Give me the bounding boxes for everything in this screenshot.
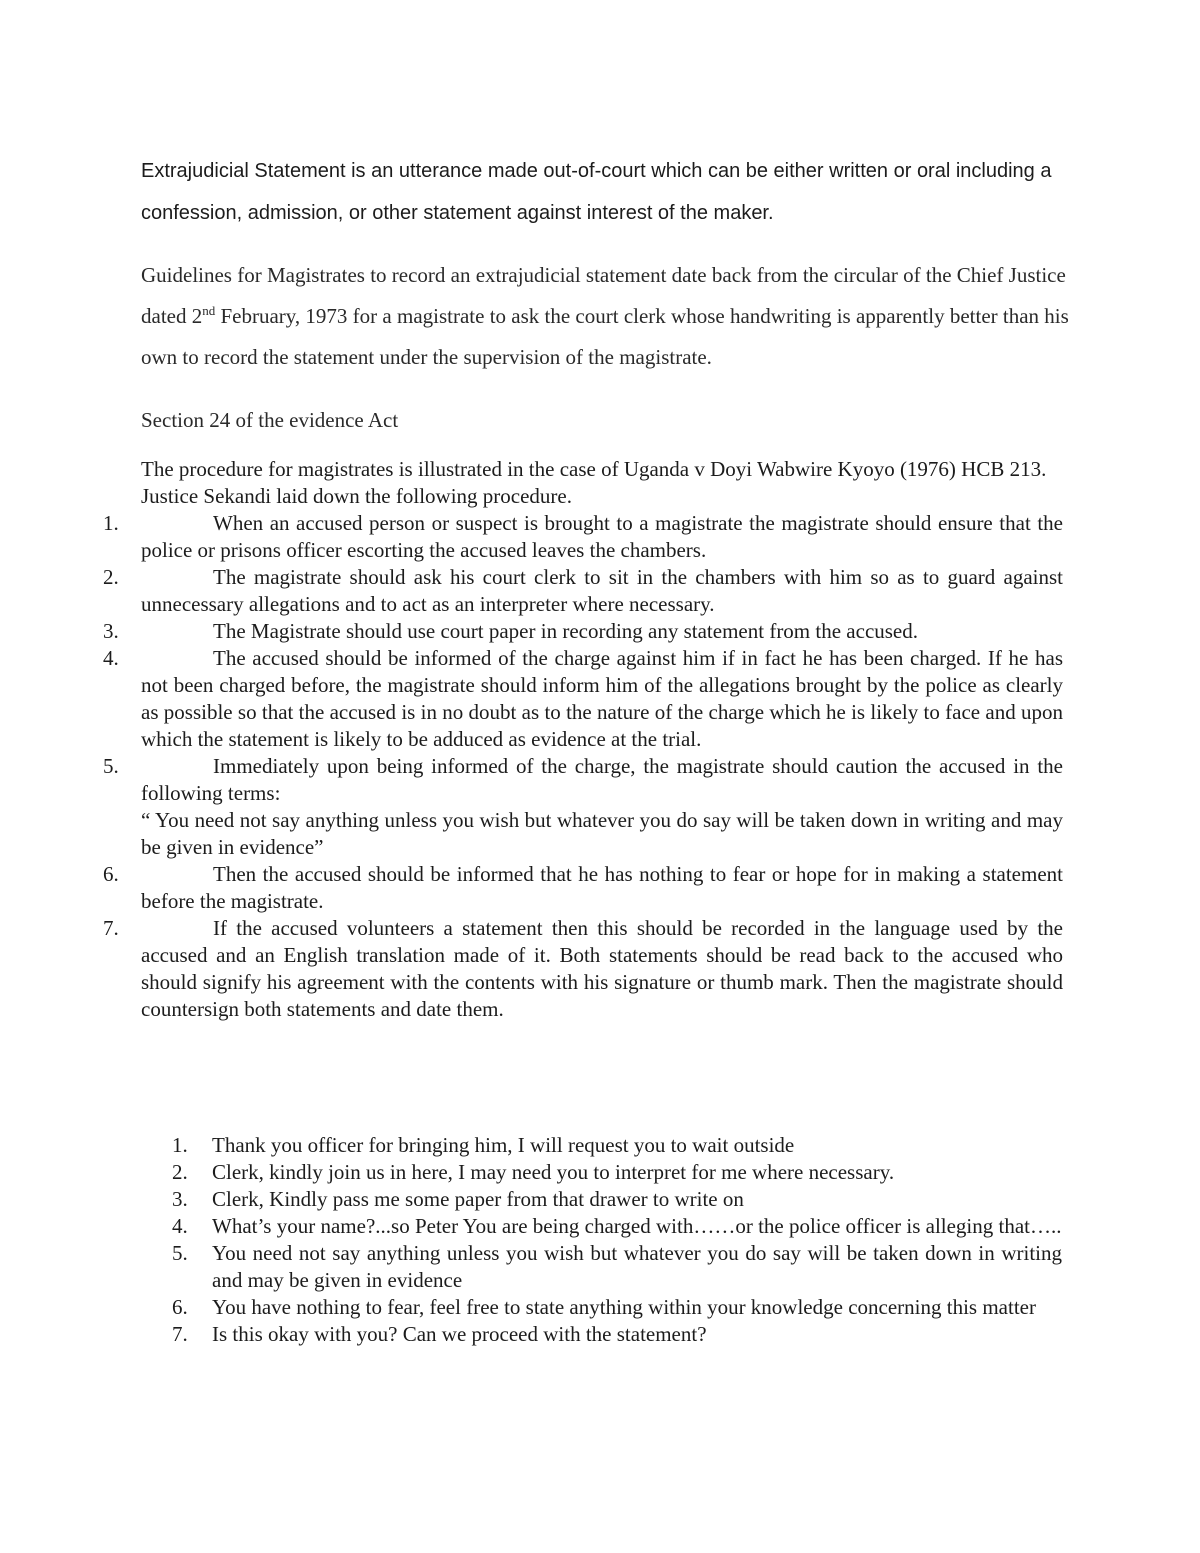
item-text: Is this okay with you? Can we proceed with the statement? xyxy=(212,1322,707,1346)
item-text: The Magistrate should use court paper in recording any statement from the accused. xyxy=(213,619,919,643)
item-number: 7. xyxy=(172,1322,188,1346)
item-text: Immediately upon being informed of the charge, the magistrate should caution the accused in the following terms: xyxy=(141,754,1063,805)
item-number: 3. xyxy=(172,1187,188,1211)
item-number: 6. xyxy=(103,862,119,886)
procedure-item xyxy=(103,861,1063,915)
item-text: The magistrate should ask his court clerk to sit in the chambers with him so as to guard against unnecessary allegations and to act as an interpreter where necessary. xyxy=(141,565,1063,616)
item-number: 2. xyxy=(103,565,119,589)
procedure-item xyxy=(103,753,1063,861)
procedure-item xyxy=(103,510,1063,564)
procedure-intro: The procedure for magistrates is illustrated in the case of Uganda v Doyi Wabwire Kyoyo (1976) HCB 213. Justice Sekandi laid down the following procedure. xyxy=(141,457,1047,508)
procedure-item xyxy=(103,618,1063,645)
item-number: 5. xyxy=(103,754,119,778)
item-number: 1. xyxy=(172,1133,188,1157)
item-text: If the accused volunteers a statement then this should be recorded in the language used by the accused and an English translation made of it. Both statements should be read back to the accused who should signify his agreement with the contents with his signature or thumb mark. Then the magistrate should countersign both statements and date them. xyxy=(141,916,1063,1021)
guidelines-text-end: February, 1973 for a magistrate to ask the court clerk whose handwriting is apparently better than his own to record the statement under the supervision of the magistrate. xyxy=(141,304,1069,369)
item-number: 6. xyxy=(172,1295,188,1319)
item-text: Clerk, kindly join us in here, I may need you to interpret for me where necessary. xyxy=(212,1160,895,1184)
ordinal-superscript: nd xyxy=(202,303,216,318)
item-text: Clerk, Kindly pass me some paper from that drawer to write on xyxy=(212,1187,744,1211)
item-text: The accused should be informed of the charge against him if in fact he has been charged. If he has not been charged before, the magistrate should inform him of the allegations brought by the police as clearly as possible so that the accused is in no doubt as to the nature of the charge which he is likely to face and upon which the statement is likely to be adduced as evidence at the trial. xyxy=(141,646,1063,751)
dialogue-item xyxy=(172,1213,1062,1240)
item-number: 7. xyxy=(103,916,119,940)
procedure-item xyxy=(103,915,1063,1023)
dialogue-list xyxy=(172,1132,1062,1348)
item-text: Thank you officer for bringing him, I will request you to wait outside xyxy=(212,1133,795,1157)
item-number: 1. xyxy=(103,511,119,535)
item-number: 5. xyxy=(172,1241,188,1265)
item-text: What’s your name?...so Peter You are being charged with……or the police officer is alleging that….. xyxy=(212,1214,1062,1238)
item-text: When an accused person or suspect is brought to a magistrate the magistrate should ensure that the police or prisons officer escorting the accused leaves the chambers. xyxy=(141,511,1063,562)
item-number: 4. xyxy=(172,1214,188,1238)
section-heading: Section 24 of the evidence Act xyxy=(141,408,399,432)
item-text: You have nothing to fear, feel free to state anything within your knowledge concerning this matter xyxy=(212,1295,1036,1319)
dialogue-item xyxy=(172,1294,1062,1321)
item-number: 4. xyxy=(103,646,119,670)
dialogue-item xyxy=(172,1159,1062,1186)
dialogue-item xyxy=(172,1186,1062,1213)
dialogue-item xyxy=(172,1321,1062,1348)
dialogue-item xyxy=(172,1240,1062,1294)
item-text: You need not say anything unless you wish but whatever you do say will be taken down in writing and may be given in evidence xyxy=(212,1241,1062,1292)
procedure-item xyxy=(103,645,1063,753)
guidelines-text-start: Guidelines for Magistrates to record an extrajudicial statement date back from the circular of the Chief Justice dated 2 xyxy=(141,263,1066,328)
dialogue-item xyxy=(172,1132,1062,1159)
guidelines-paragraph xyxy=(141,255,1071,378)
definition-paragraph: Extrajudicial Statement is an utterance made out-of-court which can be either written or oral including a confession, admission, or other statement against interest of the maker. xyxy=(141,160,1052,224)
caution-quote: “ You need not say anything unless you wish but whatever you do say will be taken down in writing and may be given in evidence” xyxy=(141,808,1063,859)
procedure-item xyxy=(103,564,1063,618)
item-text: Then the accused should be informed that he has nothing to fear or hope for in making a statement before the magistrate. xyxy=(141,862,1063,913)
item-number: 2. xyxy=(172,1160,188,1184)
procedure-list xyxy=(103,510,1063,1023)
item-number: 3. xyxy=(103,619,119,643)
